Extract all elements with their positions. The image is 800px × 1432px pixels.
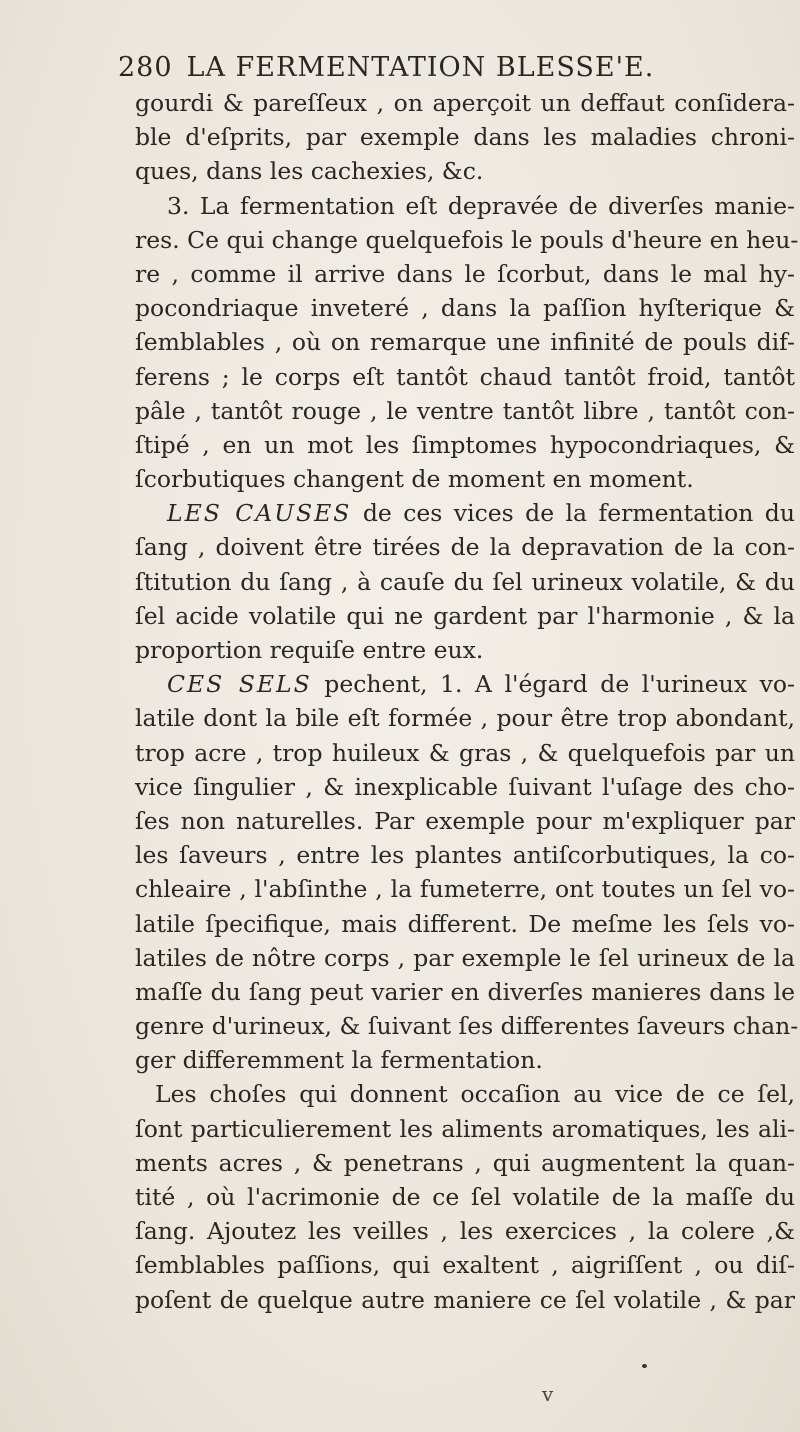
text-line: vice ſingulier , & inexplicable ſuivant l'uſage des cho- — [135, 772, 795, 801]
text-line: ments acres , & penetrans , qui augmentent la quan- — [135, 1148, 795, 1177]
text-line: ſemblables paſſions, qui exaltent , aigriſſent , ou diſ- — [135, 1251, 795, 1280]
text-line: chleaire , l'abſinthe , la fumeterre, ont toutes un ſel vo- — [135, 875, 795, 904]
text-line-rest: de ces vices de la fermentation du — [362, 499, 795, 528]
text-line: ſemblables , où on remarque une infinité de pouls dif- — [135, 328, 795, 357]
text-line: gourdi & pareſſeux , on aperçoit un deffaut conſidera- — [135, 89, 795, 117]
page-number: 280 — [118, 52, 173, 83]
text-line — [135, 496, 795, 530]
text-line — [135, 667, 795, 701]
text-line: genre d'urineux, & ſuivant ſes differentes ſaveurs chan- — [135, 1012, 799, 1041]
text-line: tité , où l'acrimonie de ce ſel volatile de la maſſe du — [135, 1183, 795, 1211]
text-line: pâle , tantôt rouge , le ventre tantôt libre , tantôt con- — [135, 396, 795, 425]
text-line: proportion requiſe entre eux. — [135, 636, 484, 664]
text-line: poſent de quelque autre maniere ce ſel volatile , & par — [135, 1285, 795, 1314]
text-line: ſes non naturelles. Par exemple pour m'expliquer par — [135, 806, 795, 835]
text-line: ſtipé , en un mot les ſimptomes hypocondriaques, & — [135, 430, 795, 459]
text-line: Les choſes qui donnent occaſion au vice de ce ſel, — [155, 1080, 795, 1109]
text-line: les ſaveurs , entre les plantes antiſcorbutiques, la co- — [135, 841, 795, 870]
ink-speck — [642, 1364, 647, 1368]
running-title: LA FERMENTATION BLESSE'E. — [186, 52, 655, 83]
text-line: ſcorbutiques changent de moment en moment. — [135, 465, 694, 494]
text-line: pocondriaque inveteré , dans la paſſion hyſterique & — [135, 294, 795, 323]
text-line: ſont particulierement les aliments aromatiques, les ali- — [135, 1114, 795, 1143]
text-line: ſang , doivent être tirées de la depravation de la con- — [135, 533, 795, 562]
running-header — [118, 52, 758, 83]
text-line: latile ſpecifique, mais different. De meſme les ſels vo- — [135, 909, 795, 938]
lead-words-sels: CES SELS — [167, 670, 312, 699]
footer-mark: v — [542, 1382, 554, 1406]
text-line: ques, dans les cachexies, &c. — [135, 157, 484, 186]
text-line: res. Ce qui change quelquefois le pouls d'heure en heu- — [135, 225, 799, 254]
text-line: latile dont la bile eſt formée , pour être trop abondant, — [135, 704, 795, 733]
text-line: re , comme il arrive dans le ſcorbut, dans le mal hy- — [135, 259, 795, 288]
text-line: ſang. Ajoutez les veilles , les exercices , la colere ,& — [135, 1217, 795, 1246]
text-line: trop acre , trop huileux & gras , & quelquefois par un — [135, 738, 795, 767]
lead-words-causes: LES CAUSES — [167, 499, 352, 528]
text-line: ſel acide volatile qui ne gardent par l'harmonie , & la — [135, 601, 795, 630]
text-line: 3. La fermentation eſt depravée de diverſes manie- — [167, 191, 795, 220]
text-line: ble d'eſprits, par exemple dans les maladies chroni- — [135, 123, 795, 152]
text-line-rest: pechent, 1. A l'égard de l'urineux vo- — [324, 670, 795, 699]
text-line: ſtitution du ſang , à cauſe du ſel urineux volatile, & du — [135, 567, 795, 596]
text-line: maſſe du ſang peut varier en diverſes manieres dans le — [135, 977, 795, 1006]
text-block — [135, 86, 799, 1317]
text-line: latiles de nôtre corps , par exemple le ſel urineux de la — [135, 943, 795, 972]
text-line: ferens ; le corps eſt tantôt chaud tantôt froid, tantôt — [135, 362, 795, 391]
text-line: ger differemment la fermentation. — [135, 1046, 543, 1075]
